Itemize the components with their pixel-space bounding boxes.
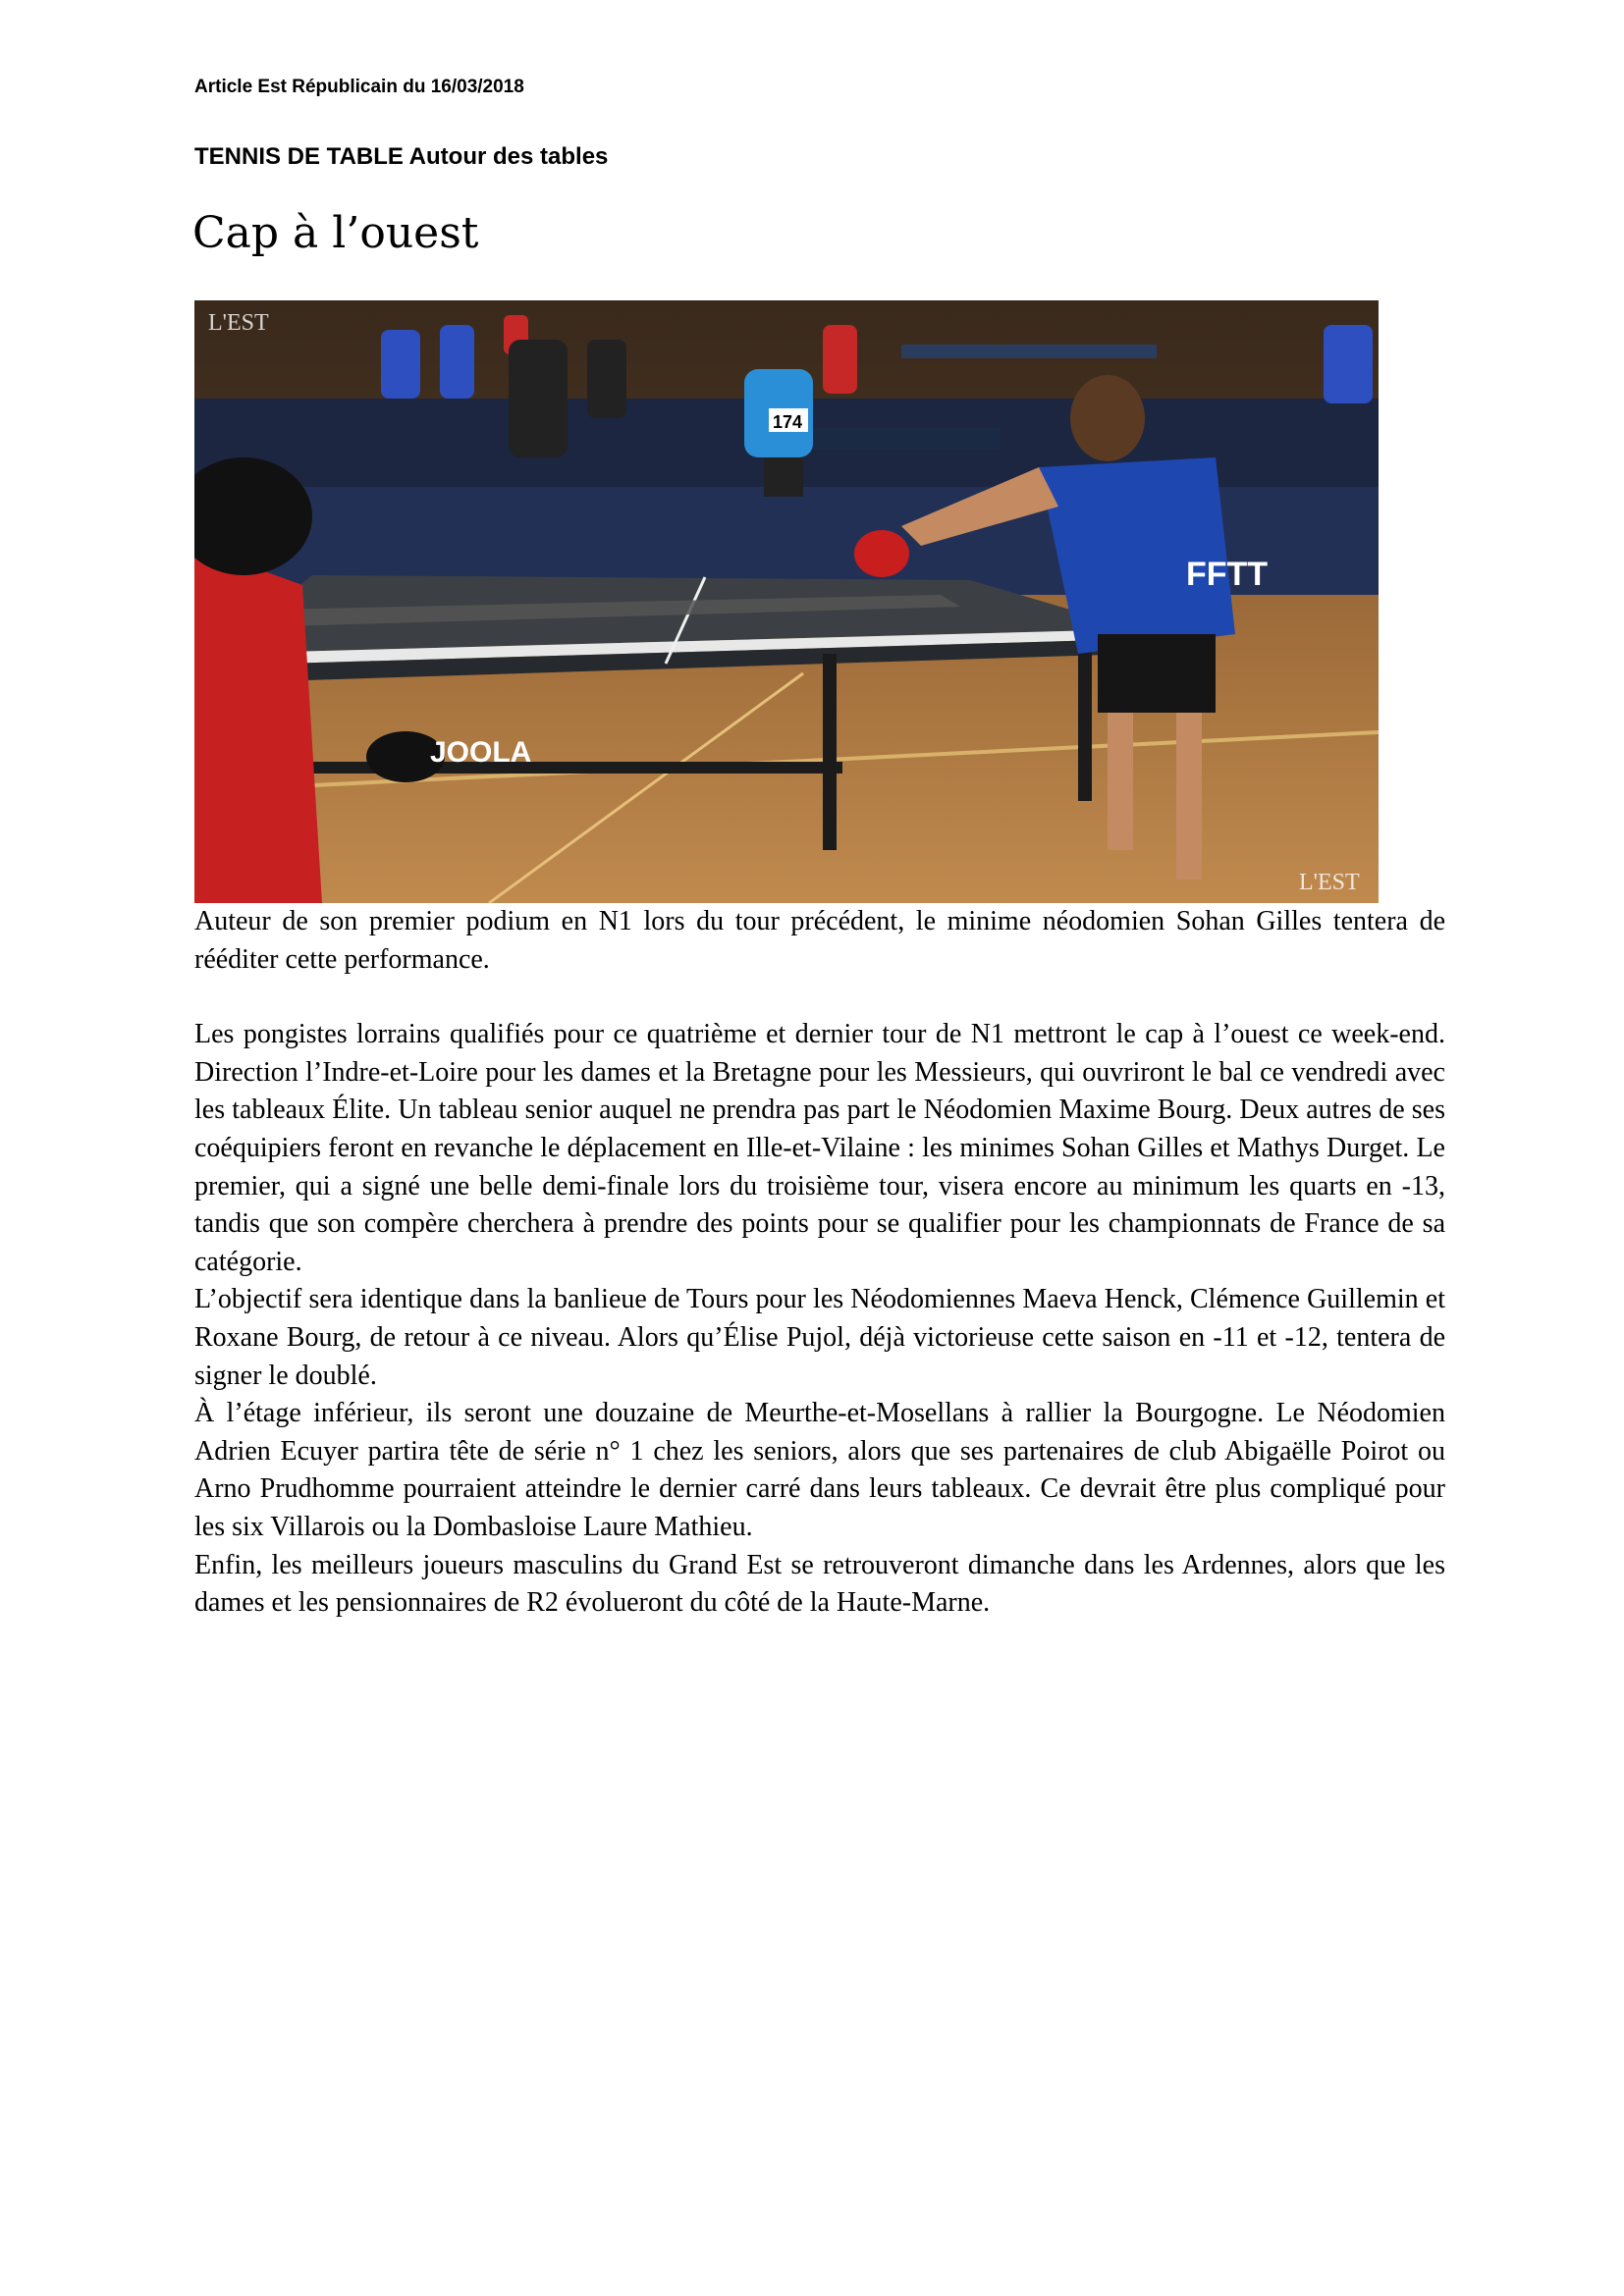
watermark-top: L'EST — [208, 310, 269, 336]
rubric-section: TENNIS DE TABLE — [194, 143, 404, 170]
paragraph-2: L’objectif sera identique dans la banlieue de Tours pour les Néodomiennes Maeva Henck, Clémence Guillemin et Roxane Bourg, de retour à ce niveau. Alors qu’Élise Pujol, déjà victorieuse cette saison en -11 et -12, tentera de signer le doublé. — [194, 1284, 1445, 1391]
watermark-bottom: L'EST — [1299, 870, 1360, 895]
article-photo — [194, 300, 1379, 903]
headline: Cap à l’ouest — [192, 208, 479, 258]
table-brand: JOOLA — [430, 736, 532, 769]
rubric — [194, 143, 608, 171]
paragraph-4: Enfin, les meilleurs joueurs masculins du Grand Est se retrouveront dimanche dans les Ardennes, alors que les dames et les pensionnaires de R2 évolueront du côté de la Haute-Marne. — [194, 1549, 1445, 1619]
rubric-sub: Autour des tables — [403, 143, 609, 170]
bib-number: 174 — [773, 412, 803, 432]
banner-text: FFTT — [1186, 556, 1269, 593]
source-line: Article Est Républicain du 16/03/2018 — [194, 77, 524, 97]
article-body — [194, 903, 1445, 1623]
paragraph-3: À l’étage inférieur, ils seront une douzaine de Meurthe-et-Mosellans à rallier la Bourgogne. Le Néodomien Adrien Ecuyer partira tête de série n° 1 chez les seniors, alors que ses partenaires de club Abigaëlle Poirot ou Arno Prudhomme pourraient atteindre le dernier carré dans leurs tableaux. Ce devrait être plus compliqué pour les six Villarois ou la Dombasloise Laure Mathieu. — [194, 1398, 1445, 1542]
photo-caption: Auteur de son premier podium en N1 lors du tour précédent, le minime néodomien Sohan Gilles tentera de rééditer cette performance. — [194, 906, 1445, 975]
paragraph-1: Les pongistes lorrains qualifiés pour ce quatrième et dernier tour de N1 mettront le cap à l’ouest ce week-end. Direction l’Indre-et-Loire pour les dames et la Bretagne pour les Messieurs, qui ouvriront le bal ce vendredi avec les tableaux Élite. Un tableau senior auquel ne prendra pas part le Néodomien Maxime Bourg. Deux autres de ses coéquipiers feront en revanche le déplacement en Ille-et-Vilaine : les minimes Sohan Gilles et Mathys Durget. Le premier, qui a signé une belle demi-finale lors du troisième tour, visera encore au minimum les quarts en -13, tandis que son compère cherchera à prendre des points pour se qualifier pour les championnats de France de sa catégorie. — [194, 1019, 1445, 1277]
